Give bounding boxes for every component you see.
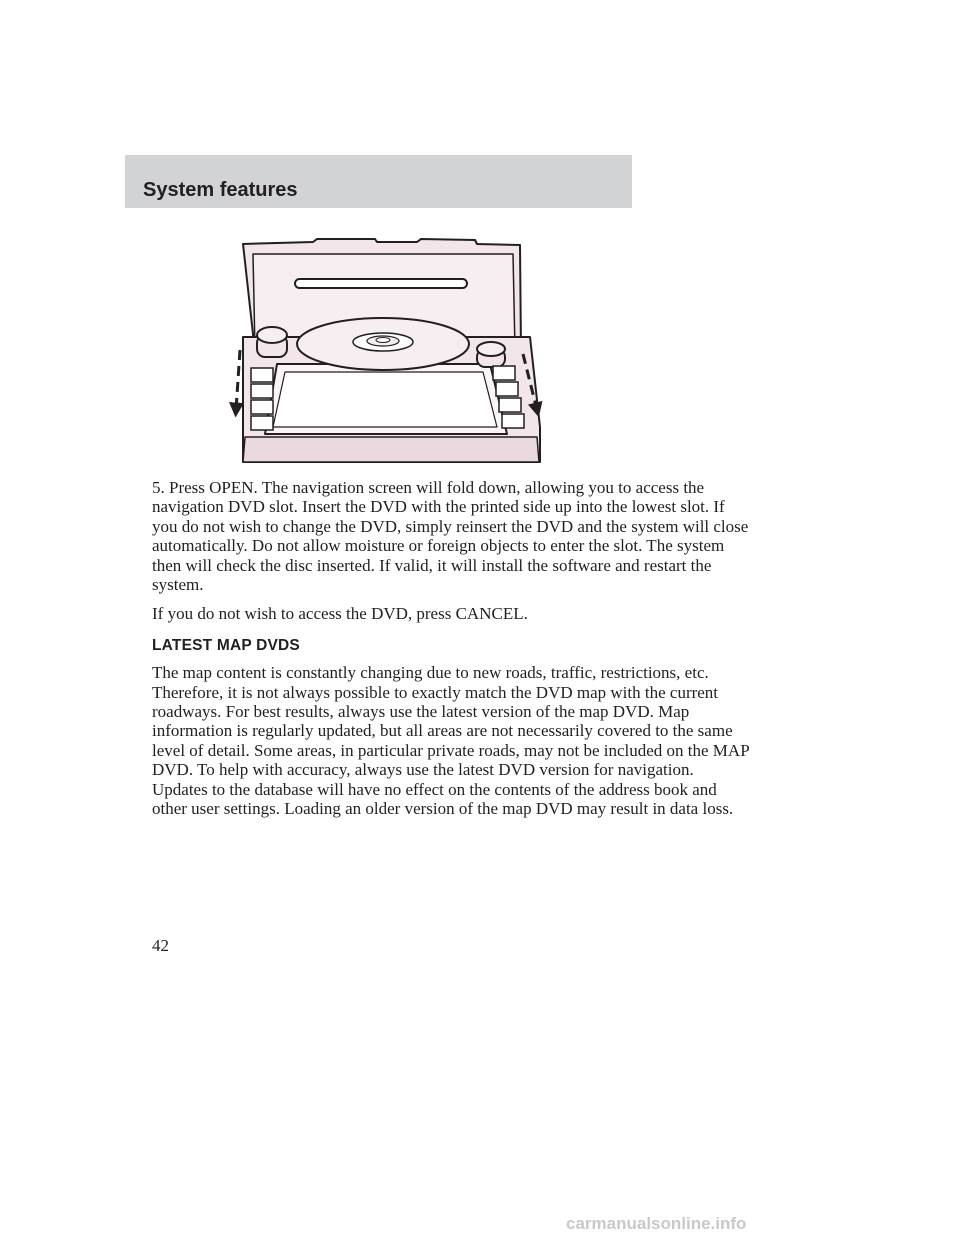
navigation-unit-illustration <box>225 232 555 472</box>
arrow-down-left-icon <box>236 350 240 410</box>
watermark: carmanualsonline.info <box>566 1214 747 1233</box>
section-heading: LATEST MAP DVDS <box>152 636 300 654</box>
page-title: System features <box>143 179 298 201</box>
paragraph-open-instructions: 5. Press OPEN. The navigation screen will fold down, allowing you to access the navigation DVD slot. Insert the DVD with the printed side up into the lowest slot. If you do not wish to change the DVD, simply reinsert the DVD and the system will close automatically. Do not allow moisture or foreign objects to enter the slot. The system then will check the disc inserted. If valid, it will install the software and restart the system. <box>152 478 749 595</box>
paragraph-cancel-note: If you do not wish to access the DVD, press CANCEL. <box>152 604 528 624</box>
body-text <box>152 478 752 829</box>
page-number: 42 <box>152 936 169 955</box>
paragraph-latest-map: The map content is constantly changing due to new roads, traffic, restrictions, etc. Therefore, it is not always possible to exactly match the DVD map with the current roadways. For best results, always use the latest version of the map DVD. Map information is regularly updated, but all areas are not necessarily covered to the same level of detail. Some areas, in particular private roads, may not be included on the MAP DVD. To help with accuracy, always use the latest DVD version for navigation. Updates to the database will have no effect on the contents of the address book and other user settings. Loading an older version of the map DVD may result in data loss. <box>152 663 750 819</box>
header-band <box>125 155 632 208</box>
